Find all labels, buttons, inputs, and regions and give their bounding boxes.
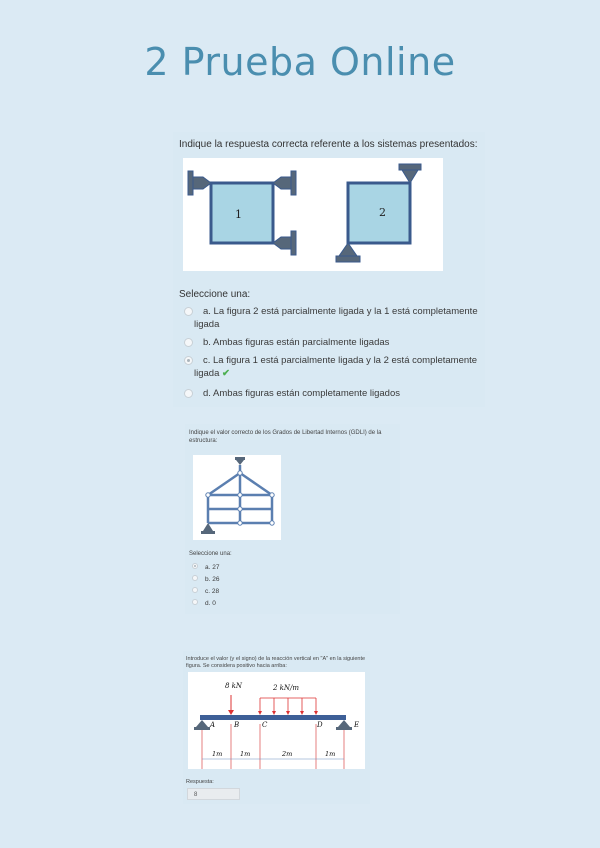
dist-load-label: 2 kN/m [273, 684, 300, 692]
support-a [194, 720, 210, 730]
hinge [206, 493, 210, 497]
support-right-top [273, 171, 296, 195]
question-3-figure [188, 672, 365, 769]
option-c-line2: ligada [194, 368, 220, 379]
body-1 [211, 183, 273, 243]
member [240, 473, 272, 495]
point-b-label: B [234, 721, 240, 729]
support-bottom-left [336, 243, 360, 262]
hinge [238, 471, 242, 475]
option-a[interactable]: a. 27 [205, 564, 220, 571]
dim-4-label: 1m [325, 750, 336, 758]
option-d[interactable]: d. 0 [205, 600, 216, 607]
dim-3-label: 2m [282, 750, 293, 758]
question-1-card [173, 132, 485, 407]
question-2-prompt: Indique el valor correcto de los Grados de Libertad Internos (GDLI) de la estructura: [189, 430, 382, 444]
question-3-card [183, 651, 370, 804]
option-c-radio[interactable] [192, 587, 198, 593]
option-d[interactable]: d. Ambas figuras están completamente ligados [203, 388, 400, 399]
question-2-select-label: Seleccione una: [189, 551, 232, 557]
hinge [270, 521, 274, 525]
question-1-select-label: Seleccione una: [179, 289, 251, 300]
hinge [270, 493, 274, 497]
option-c[interactable]: c. La figura 1 está parcialmente ligada y la 2 está completamente [203, 355, 478, 366]
option-d-radio[interactable] [184, 389, 193, 398]
point-d-label: D [317, 721, 323, 729]
answer-input[interactable]: 8 [187, 788, 240, 800]
hinge [238, 521, 242, 525]
body-1-label: 1 [235, 208, 242, 221]
hinge [238, 493, 242, 497]
question-2-card [185, 424, 400, 614]
beam [200, 715, 346, 720]
point-a-label: A [210, 721, 216, 729]
support-bottom [201, 523, 215, 534]
option-b[interactable]: b. 26 [205, 576, 220, 583]
option-c[interactable]: c. 28 [205, 588, 220, 595]
option-a[interactable] [203, 305, 478, 318]
body-2-label: 2 [379, 206, 386, 219]
option-a-radio[interactable] [184, 307, 193, 316]
option-a-line2: ligada [194, 319, 220, 330]
response-label: Respuesta: [186, 779, 214, 785]
support-right-bottom [273, 231, 296, 255]
question-1-figure [183, 158, 443, 271]
dim-1-label: 1m [212, 750, 223, 758]
question-3-prompt: Introduce el valor (y el signo) de la reacción vertical en "A" en la siguiente figura. Se considera positivo hacia arriba: [186, 656, 366, 669]
option-b-radio[interactable] [192, 575, 198, 581]
option-b[interactable]: b. Ambas figuras están parcialmente ligadas [203, 337, 390, 348]
support-top-right [399, 164, 421, 183]
correct-check-icon: ✔ [222, 368, 230, 379]
option-a-text: a. La figura 2 está parcialmente ligada y la 1 está completamente [203, 306, 478, 317]
option-b-radio[interactable] [184, 338, 193, 347]
option-c-line2-wrap [194, 367, 230, 380]
page-title: 2 Prueba Online [144, 40, 456, 84]
point-c-label: C [262, 721, 268, 729]
hinge [238, 507, 242, 511]
option-c-radio[interactable] [184, 356, 193, 365]
option-a-radio[interactable] [192, 563, 198, 569]
option-d-radio[interactable] [192, 599, 198, 605]
support-top [235, 457, 245, 465]
support-e [336, 720, 352, 730]
point-e-label: E [354, 721, 360, 729]
question-2-figure [193, 455, 281, 540]
dim-2-label: 1m [240, 750, 251, 758]
point-load-label: 8 kN [225, 682, 243, 690]
support-left [188, 171, 211, 195]
member [208, 473, 240, 495]
question-1-prompt: Indique la respuesta correcta referente a los sistemas presentados: [179, 139, 478, 150]
